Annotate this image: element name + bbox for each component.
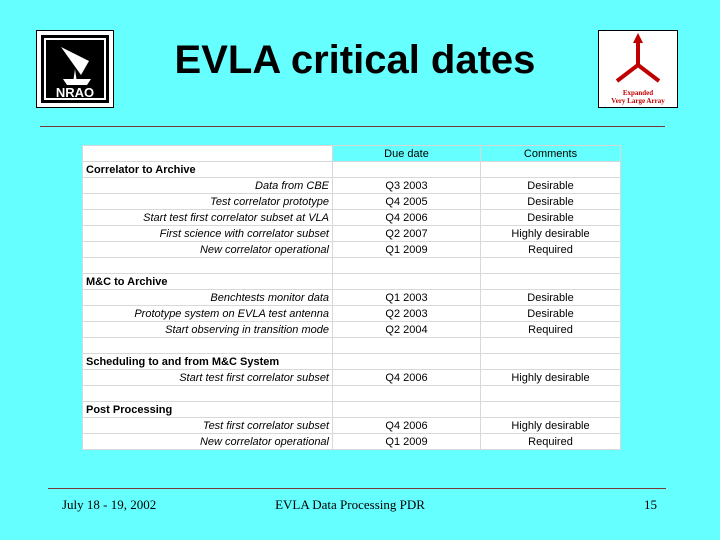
table-header-row [83, 146, 621, 162]
evla-logo-caption: Expanded Very Large Array [611, 89, 665, 105]
due-cell: Q4 2006 [333, 418, 481, 434]
due-cell: Q1 2009 [333, 242, 481, 258]
due-cell: Q2 2007 [333, 226, 481, 242]
nrao-logo [36, 30, 114, 108]
comment-cell: Highly desirable [481, 418, 621, 434]
spacer-row [83, 386, 621, 402]
table-row [83, 306, 621, 322]
group-row [83, 354, 621, 370]
table-row [83, 194, 621, 210]
table-row [83, 226, 621, 242]
group-row [83, 162, 621, 178]
task-cell: Test correlator prototype [83, 194, 333, 210]
table-row [83, 242, 621, 258]
task-cell: New correlator operational [83, 434, 333, 450]
footer-date: July 18 - 19, 2002 [62, 497, 157, 512]
table-row [83, 290, 621, 306]
due-cell: Q1 2003 [333, 290, 481, 306]
comment-cell: Desirable [481, 290, 621, 306]
comment-cell: Desirable [481, 194, 621, 210]
header-blank-cell [83, 146, 333, 162]
comment-cell: Highly desirable [481, 370, 621, 386]
due-cell: Q4 2006 [333, 370, 481, 386]
group-name: M&C to Archive [83, 274, 333, 290]
comment-cell: Desirable [481, 178, 621, 194]
evla-logo [598, 30, 678, 108]
evla-array-icon [599, 31, 677, 89]
task-cell: First science with correlator subset [83, 226, 333, 242]
comment-cell: Highly desirable [481, 226, 621, 242]
table-row [83, 370, 621, 386]
page-number: 15 [644, 497, 657, 512]
task-cell: Start test first correlator subset [83, 370, 333, 386]
nrao-logo-text: NRAO [55, 85, 95, 100]
spacer-row [83, 338, 621, 354]
table-row [83, 210, 621, 226]
table-row [83, 322, 621, 338]
critical-dates-table [82, 145, 620, 450]
due-cell: Q4 2006 [333, 210, 481, 226]
task-cell: Benchtests monitor data [83, 290, 333, 306]
table-row [83, 178, 621, 194]
page-title: EVLA critical dates [174, 38, 536, 82]
comment-cell: Required [481, 322, 621, 338]
group-name: Correlator to Archive [83, 162, 333, 178]
group-name: Scheduling to and from M&C System [83, 354, 333, 370]
comment-cell: Required [481, 434, 621, 450]
nrao-logo-icon [37, 31, 113, 107]
task-cell: Start observing in transition mode [83, 322, 333, 338]
comment-cell: Required [481, 242, 621, 258]
due-cell: Q2 2004 [333, 322, 481, 338]
group-name: Post Processing [83, 402, 333, 418]
group-row [83, 274, 621, 290]
table-row [83, 418, 621, 434]
due-cell: Q3 2003 [333, 178, 481, 194]
task-cell: Data from CBE [83, 178, 333, 194]
task-cell: New correlator operational [83, 242, 333, 258]
due-cell: Q2 2003 [333, 306, 481, 322]
task-cell: Test first correlator subset [83, 418, 333, 434]
bottom-divider [48, 488, 666, 489]
task-cell: Prototype system on EVLA test antenna [83, 306, 333, 322]
due-cell: Q1 2009 [333, 434, 481, 450]
footer-event: EVLA Data Processing PDR [275, 497, 425, 512]
task-cell: Start test first correlator subset at VLA [83, 210, 333, 226]
group-row [83, 402, 621, 418]
due-cell: Q4 2005 [333, 194, 481, 210]
header-comments: Comments [481, 146, 621, 162]
table-row [83, 434, 621, 450]
top-divider [40, 126, 665, 127]
comment-cell: Desirable [481, 306, 621, 322]
spacer-row [83, 258, 621, 274]
comment-cell: Desirable [481, 210, 621, 226]
header-due-date: Due date [333, 146, 481, 162]
